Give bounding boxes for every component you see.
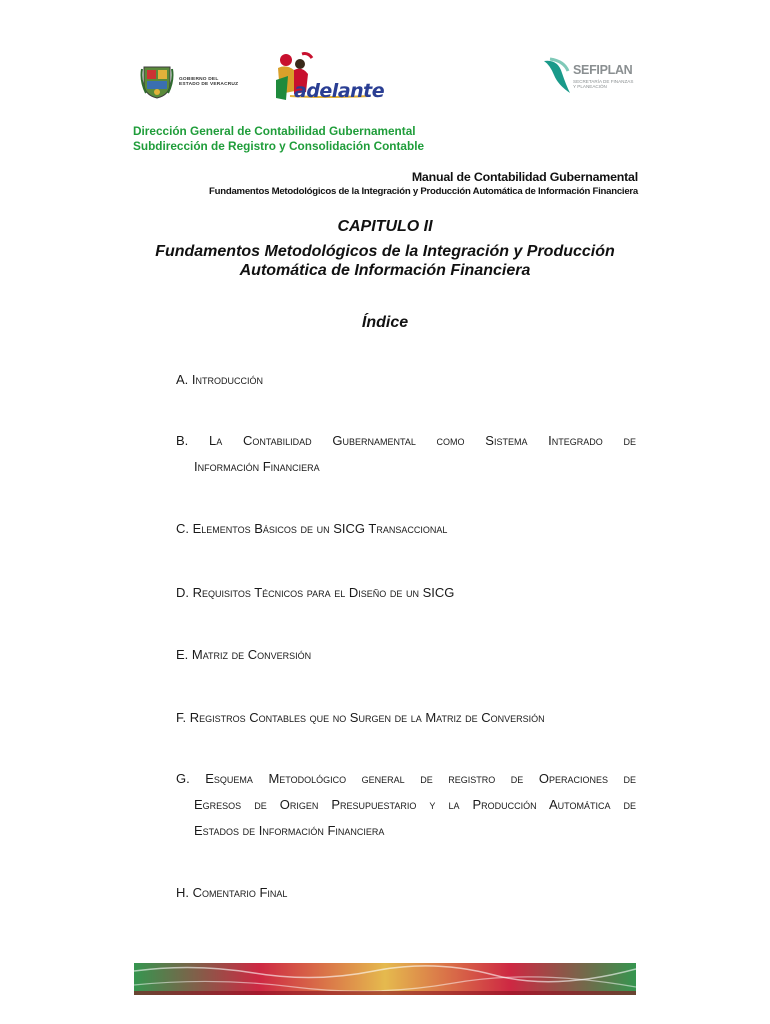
chapter-title-line: Fundamentos Metodológicos de la Integración y Producción: [155, 243, 615, 260]
veracruz-seal-icon: [140, 63, 174, 99]
sefiplan-emblem-icon: [540, 55, 574, 97]
chapter-title: [0, 242, 770, 280]
toc-line: C. Elementos Básicos de un SICG Transaccional: [176, 521, 448, 536]
toc-line: Información Financiera: [194, 459, 320, 474]
toc-item-a: [176, 367, 636, 393]
toc-item-f: [176, 705, 636, 731]
org-line-subdirectorate: Subdirección de Registro y Consolidación Contable: [133, 139, 425, 153]
chapter-title-line: Automática de Información Financiera: [239, 262, 531, 279]
toc-line: A. Introducción: [176, 372, 264, 387]
sefiplan-logo-text: SEFIPLAN: [573, 63, 633, 77]
toc-line: F. Registros Contables que no Surgen de la Matriz de Conversión: [176, 710, 545, 725]
adelante-logo-text: adelante: [294, 80, 385, 102]
sefiplan-logo-subtext: SECRETARÍA DE FINANZAS Y PLANEACIÓN: [573, 79, 634, 90]
footer-decorative-bar: [134, 963, 636, 995]
toc-line: D. Requisitos Técnicos para el Diseño de un SICG: [176, 585, 455, 600]
toc-line: Estados de Información Financiera: [194, 823, 385, 838]
toc-line: G. Esquema Metodológico general de registro de Operaciones de: [176, 771, 636, 786]
veracruz-logo-text: GOBIERNO DEL ESTADO DE VERACRUZ: [179, 77, 239, 88]
index-heading: Índice: [361, 314, 409, 331]
toc-line: E. Matriz de Conversión: [176, 647, 312, 662]
toc-line: Egresos de Origen Presupuestario y la Producción Automática de: [194, 797, 636, 812]
toc-line: B. La Contabilidad Gubernamental como Sistema Integrado de: [176, 433, 636, 448]
toc-item-g: [176, 766, 636, 844]
toc-line: H. Comentario Final: [176, 885, 288, 900]
sefiplan-logo: [540, 55, 640, 97]
chapter-label: CAPITULO II: [337, 218, 433, 235]
toc-item-d: [176, 580, 636, 606]
toc-item-e: [176, 642, 636, 668]
toc-item-h: [176, 880, 636, 906]
veracruz-government-logo: [140, 63, 240, 99]
manual-subtitle: Fundamentos Metodológicos de la Integración y Producción Automática de Información Financiera: [209, 186, 638, 197]
organization-lines: [133, 124, 424, 154]
toc-item-b: [176, 428, 636, 480]
org-line-directorate: Dirección General de Contabilidad Gubernamental: [133, 124, 416, 138]
adelante-logo: [272, 50, 385, 106]
manual-title: Manual de Contabilidad Gubernamental: [411, 170, 638, 184]
toc-item-c: [176, 516, 636, 542]
